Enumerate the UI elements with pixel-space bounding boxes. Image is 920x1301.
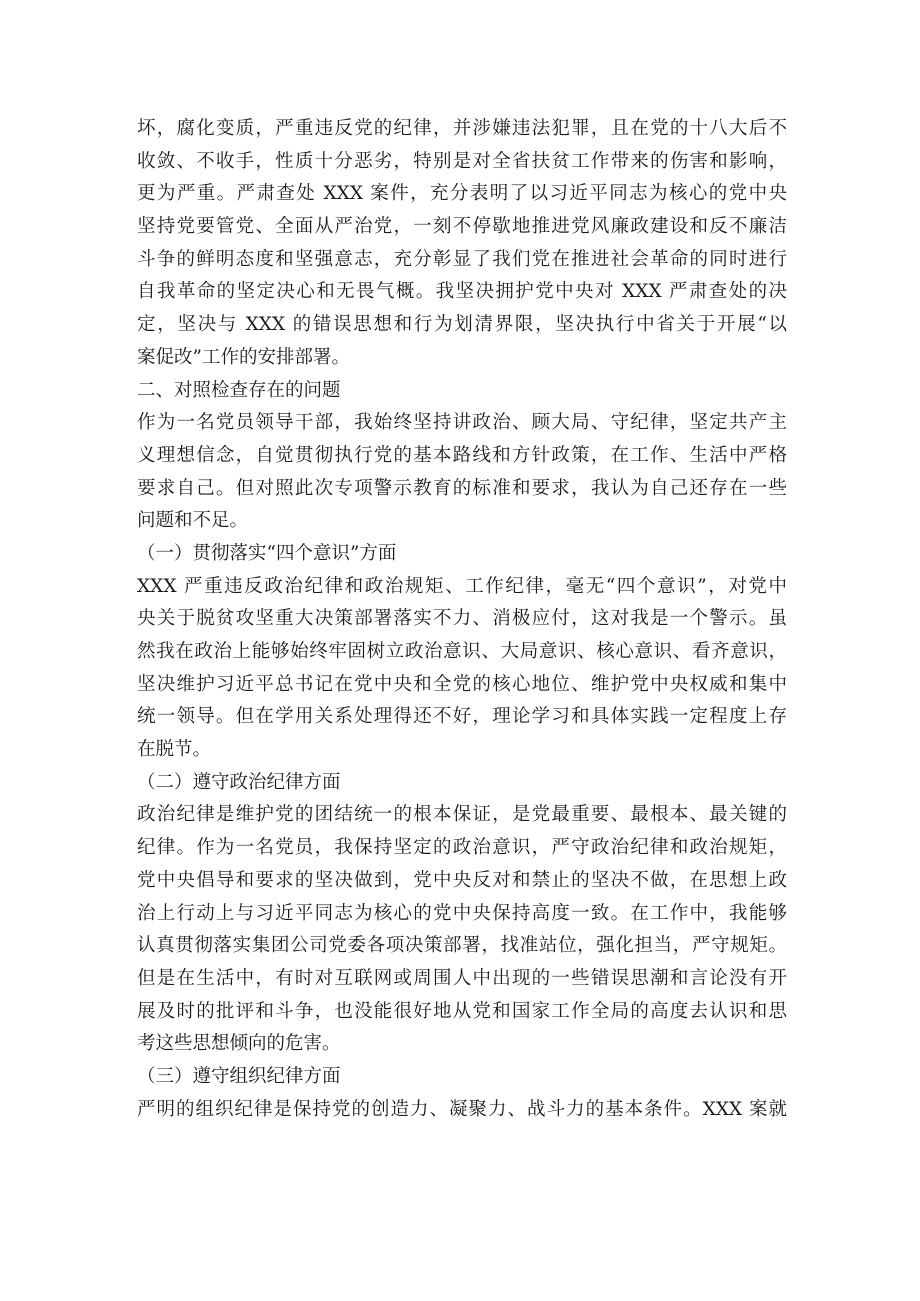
text-line: 政治纪律是维护党的团结统一的根本保证，是党最重要、最根本、最关键的	[137, 804, 787, 826]
text-line: 更为严重。严肃查处 XXX 案件，充分表明了以习近平同志为核心的党中央	[137, 183, 787, 205]
text-line: 案促改”工作的安排部署。	[137, 346, 350, 368]
text-line: 问题和不足。	[137, 510, 249, 532]
text-line: 纪律。作为一名党员，我保持坚定的政治意识，严守政治纪律和政治规矩，	[137, 837, 787, 859]
text-line: 作为一名党员领导干部，我始终坚持讲政治、顾大局、守纪律，坚定共产主	[137, 412, 787, 434]
text-line: 坚持党要管党、全面从严治党，一刻不停歇地推进党风廉政建设和反不廉洁	[137, 216, 787, 238]
text-line: 然我在政治上能够始终牢固树立政治意识、大局意识、核心意识、看齐意识，	[137, 641, 787, 662]
text-line: 义理想信念，自觉贯彻执行党的基本路线和方针政策，在工作、生活中严格	[137, 444, 787, 466]
text-line: 二、对照检查存在的问题	[137, 379, 341, 401]
text-line: 统一领导。但在学用关系处理得还不好，理论学习和具体实践一定程度上存	[137, 706, 787, 728]
document-body	[137, 113, 787, 1126]
text-line: 但是在生活中，有时对互联网或周围人中出现的一些错误思潮和言论没有开	[137, 967, 787, 989]
text-line: 坚决维护习近平总书记在党中央和全党的核心地位、维护党中央权威和集中	[137, 673, 787, 695]
text-line: 斗争的鲜明态度和坚强意志，充分彰显了我们党在推进社会革命的同时进行	[137, 248, 787, 270]
text-line: 严明的组织纪律是保持党的创造力、凝聚力、战斗力的基本条件。XXX 案就	[137, 1098, 787, 1120]
text-line: XXX 严重违反政治纪律和政治规矩、工作纪律，毫无“四个意识”，对党中	[137, 575, 787, 597]
text-line: （二）遵守政治纪律方面	[137, 771, 341, 793]
text-line: 自我革命的坚定决心和无畏气概。我坚决拥护党中央对 XXX 严肃查处的决	[137, 281, 787, 303]
text-line: 党中央倡导和要求的坚决做到，党中央反对和禁止的坚决不做，在思想上政	[137, 869, 787, 891]
text-line: 收敛、不收手，性质十分恶劣，特别是对全省扶贫工作带来的伤害和影响，	[137, 150, 787, 172]
text-line: 定，坚决与 XXX 的错误思想和行为划清界限，坚决执行中省关于开展“以	[137, 314, 787, 336]
text-line: 坏，腐化变质，严重违反党的纪律，并涉嫌违法犯罪，且在党的十八大后不	[137, 118, 787, 139]
text-line: （三）遵守组织纪律方面	[137, 1065, 341, 1087]
text-line: 要求自己。但对照此次专项警示教育的标准和要求，我认为自己还存在一些	[137, 477, 787, 499]
text-line: 治上行动上与习近平同志为核心的党中央保持高度一致。在工作中，我能够	[137, 902, 787, 924]
text-line: 认真贯彻落实集团公司党委各项决策部署，找准站位，强化担当，严守规矩。	[137, 935, 787, 957]
text-line: 在脱节。	[137, 739, 212, 761]
text-line: 考这些思想倾向的危害。	[137, 1033, 341, 1055]
text-line: （一）贯彻落实“四个意识”方面	[137, 542, 397, 564]
text-line: 央关于脱贫攻坚重大决策部署落实不力、消极应付，这对我是一个警示。虽	[137, 608, 787, 630]
text-line: 展及时的批评和斗争，也没能很好地从党和国家工作全局的高度去认识和思	[137, 1000, 787, 1022]
